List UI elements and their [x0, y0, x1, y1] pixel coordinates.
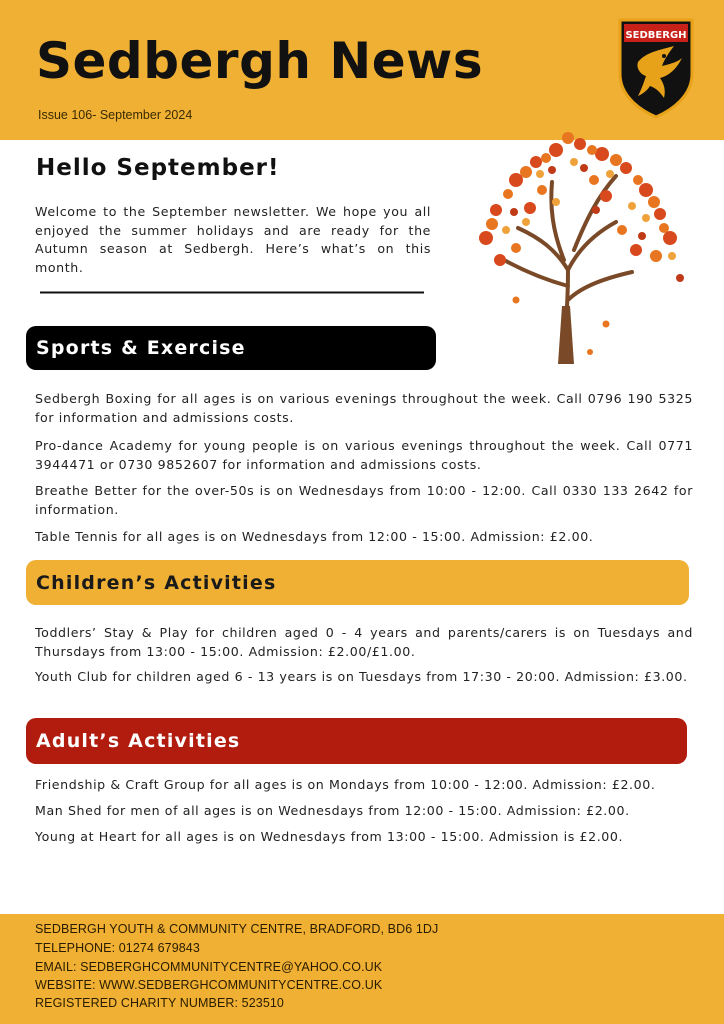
adults-item-young-at-heart: Young at Heart for all ages is on Wednesdays from 13:00 - 15:00. Admission is £2.00.	[35, 829, 624, 844]
footer-charity-number: REGISTERED CHARITY NUMBER: 523510	[35, 996, 284, 1010]
children-section-heading: Children’s Activities	[26, 560, 689, 605]
children-item-youth-club: Youth Club for children aged 6 - 13 years is on Tuesdays from 17:30 - 20:00. Admission: £3.00.	[35, 669, 688, 684]
intro-heading: Hello September!	[36, 155, 280, 181]
eagle-crest-icon	[616, 16, 696, 120]
adults-item-man-shed: Man Shed for men of all ages is on Wednesdays from 12:00 - 15:00. Admission: £2.00.	[35, 803, 630, 818]
sports-item-breathe: Breathe Better for the over-50s is on Wednesdays from 10:00 - 12:00. Call 0330 133 2642 for information.	[35, 483, 693, 517]
footer-address: SEDBERGH YOUTH & COMMUNITY CENTRE, BRADFORD, BD6 1DJ	[35, 922, 439, 936]
sports-item-dance: Pro-dance Academy for young people is on various evenings throughout the week. Call 0771 3944471 or 0730 9852607 for information and admissions costs.	[35, 438, 693, 472]
footer-email: EMAIL: SEDBERGHCOMMUNITYCENTRE@YAHOO.CO.UK	[35, 960, 383, 974]
sports-section-heading: Sports & Exercise	[26, 326, 436, 370]
footer-telephone: TELEPHONE: 01274 679843	[35, 941, 200, 955]
footer-website: WEBSITE: WWW.SEDBERGHCOMMUNITYCENTRE.CO.UK	[35, 978, 383, 992]
crest-text: SEDBERGH	[625, 30, 687, 41]
divider-line	[40, 291, 424, 294]
newsletter-title: Sedbergh News	[36, 32, 484, 90]
sports-item-table-tennis: Table Tennis for all ages is on Wednesdays from 12:00 - 15:00. Admission: £2.00.	[35, 529, 594, 544]
sports-item-boxing: Sedbergh Boxing for all ages is on various evenings throughout the week. Call 0796 190 5325 for information and admissions costs.	[35, 391, 693, 425]
adults-section-heading: Adult’s Activities	[26, 718, 687, 764]
issue-label: Issue 106- September 2024	[38, 108, 193, 122]
children-item-toddlers: Toddlers’ Stay & Play for children aged 0 - 4 years and parents/carers is on Tuesdays and Thursdays from 13:00 - 15:00. Admission: £2.00/£1.00.	[35, 625, 693, 659]
footer-contact	[0, 914, 724, 1024]
autumn-tree-illustration	[456, 110, 702, 368]
intro-text: Welcome to the September newsletter. We hope you all enjoyed the summer holidays and are ready for the Autumn season at Sedbergh. Here’s what’s on this month.	[35, 204, 431, 275]
adults-item-friendship: Friendship & Craft Group for all ages is on Mondays from 10:00 - 12:00. Admission: £2.00.	[35, 777, 656, 792]
